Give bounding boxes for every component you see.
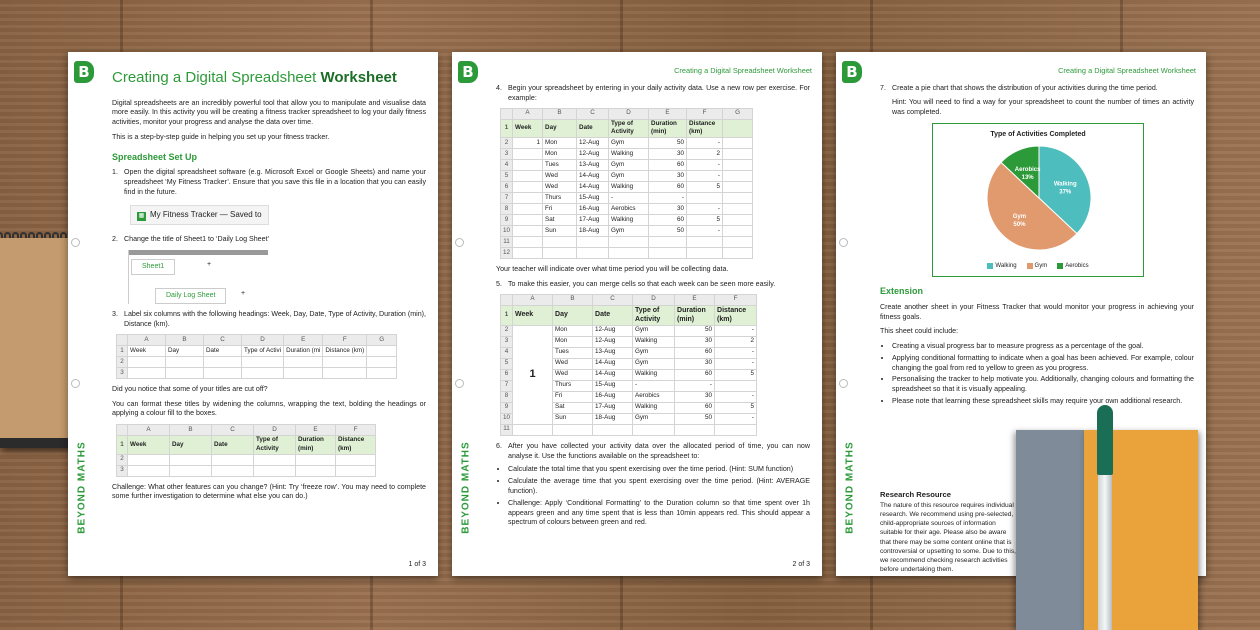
extension-list [892, 342, 1194, 407]
page-number: 1 of 3 [408, 561, 426, 568]
sheets-icon: ▦ [138, 212, 145, 219]
add-sheet-icon: + [241, 290, 246, 298]
merged-week-cell: 1 [513, 325, 553, 424]
table-row: 10 Sun 18-Aug Gym 50 - [501, 413, 757, 424]
chart-legend [933, 262, 1143, 270]
pen [1098, 405, 1112, 630]
punch-hole [71, 379, 80, 388]
pie-label-aerobics: Aerobics [1014, 167, 1041, 174]
table-row: 7 Thurs 15-Aug - - [501, 192, 753, 203]
pie-chart [932, 123, 1144, 277]
list-item: • Challenge: Apply ‘Conditional Formatting’ to the Duration column so that time spent over 1h appears green and any time spent that is less than 10min appears red. This should appear a spectrum of colours between green and red. [508, 499, 810, 528]
table-row: 9 Sat 17-Aug Walking 60 5 [501, 214, 753, 225]
list-item: • Applying conditional formatting to indicate when a goal has been achieved. For example, colour changing the goal from red to yellow to green as you progress. [892, 354, 1194, 374]
table-row: 8 Fri 16-Aug Aerobics 30 - [501, 391, 757, 402]
pie-label-gym: Gym [1012, 214, 1027, 221]
research-text: The nature of this resource requires individual research. We recommend using pre-selected, child-appropriate sources of information suitable for their age. Please also be aware that there may be some content online that is controversial or upsetting to some. Due to this, we recommend checking research activities before undertaking them. [880, 501, 1016, 574]
table-row: 6 Wed 14-Aug Walking 60 5 [501, 181, 753, 192]
sheet-tab-daily-log: Daily Log Sheet [155, 288, 226, 304]
table-row: 6 Wed 14-Aug Walking 60 5 [501, 369, 757, 380]
punch-hole [455, 379, 464, 388]
table-row: 8 Fri 16-Aug Aerobics 30 - [501, 203, 753, 214]
spreadsheet-headings-table: A B C D E F G 1 Week Day Date Type of Activi Duration (mi Distance (km) 2 3 [116, 334, 397, 379]
add-sheet-icon: + [207, 261, 212, 269]
spreadsheet-formatted-table: A B C D E F 1 Week Day Date Type of Activity Duration (min) Distance (km) 2 3 [116, 424, 376, 476]
hint-text: Hint: You will need to find a way for your spreadsheet to count the number of times an activity was completed. [892, 97, 1194, 116]
step-1: 1. Open the digital spreadsheet software (e.g. Microsoft Excel or Google Sheets) and name your spreadsheet ‘My Fitness Tracker’. Ensure that you save this file in a location that you can easily find in the future. [112, 168, 426, 196]
page-number: 2 of 3 [792, 561, 810, 568]
section-heading: Spreadsheet Set Up [112, 151, 198, 162]
spreadsheet-title-bar: ▦ My Fitness Tracker — Saved to [130, 205, 269, 225]
legend-item-walking: Walking [987, 262, 1016, 270]
pie-label-aerobics: 13% [1021, 175, 1034, 182]
activity-data-table: A B C D E F G 1 Week Day Date Type of Activity Duration (min) Distance (km) 2 1 Mon 12-Aug Gym 50 - 3 Mon 12-Aug Walking 30 2 4 Tues 13-Aug Gym 60 - 5 Wed 14-Aug Gym 30 - 6 Wed 14-Aug Walking 60 5 7 Thurs 15-Aug - - 8 Fri 16-Aug Aerobics 30 - 9 Sat 17-Aug Walking 60 5 10 Sun 18-Aug Gym 50 - 11 12 [500, 108, 753, 259]
list-item: • Personalising the tracker to help motivate you. Additionally, changing colours and formatting the spreadsheet so that it is visually appealing. [892, 375, 1194, 395]
research-heading: Research Resource [880, 490, 951, 499]
legend-item-aerobics: Aerobics [1057, 262, 1088, 270]
pie-svg [933, 144, 1145, 256]
merged-week-table: A B C D E F 1 Week Day Date Type of Activity Duration (min) Distance (km) 2 1 Mon 12-Aug Gym 50 - 3 Mon 12-Aug Walking 30 2 4 Tues 13-Aug Gym 60 - 5 Wed 14-Aug Gym 30 - 6 Wed 14-Aug Walking 60 5 7 Thurs 15-Aug - - 8 Fri 16-Aug Aerobics 30 - 9 Sat 17-Aug Walking 60 5 10 Sun 18-Aug Gym 50 - 11 [500, 294, 757, 436]
list-item: • Creating a visual progress bar to measure progress as a percentage of the goal. [892, 342, 1194, 352]
table-row: 3 Mon 12-Aug Walking 30 2 [501, 336, 757, 347]
pie-label-walking: 37% [1059, 189, 1072, 196]
brand-vertical: BEYOND MATHS [460, 440, 472, 534]
table-row: 10 Sun 18-Aug Gym 50 - [501, 225, 753, 236]
grey-book [1016, 430, 1086, 630]
brand-vertical: BEYOND MATHS [844, 440, 856, 534]
intro-text: Digital spreadsheets are an incredibly powerful tool that allow you to manipulate and visualise data more easily. In this activity you will be creating a fitness tracker spreadsheet to log your daily fitness activities, monitor your progress and analyse the data over time. [112, 98, 426, 127]
pie-label-gym: 50% [1013, 222, 1026, 229]
table-row: 2 1 Mon 12-Aug Gym 50 - [501, 137, 753, 148]
list-item: • Calculate the average time that you spent exercising over the time period. (Hint: AVERAGE function). [508, 477, 810, 497]
step-6: 6. After you have collected your activity data over the allocated period of time, you can now analyse it. Use the functions available on the spreadsheet to: [496, 441, 810, 460]
analysis-list [508, 465, 810, 528]
worksheet-page-2 [452, 52, 822, 576]
page-title: Creating a Digital Spreadsheet Worksheet [112, 69, 397, 86]
chart-title: Type of Activities Completed [990, 131, 1086, 139]
research-resource [880, 490, 1016, 574]
step-5: 5. To make this easier, you can merge cells so that each week can be seen more easily. [496, 279, 776, 288]
punch-hole [839, 379, 848, 388]
brand-vertical: BEYOND MATHS [76, 440, 88, 534]
extension-heading: Extension [880, 286, 924, 297]
table-row: 5 Wed 14-Aug Gym 30 - [501, 170, 753, 181]
page-header: Creating a Digital Spreadsheet Worksheet [1058, 66, 1196, 75]
step-3: 3. Label six columns with the following headings: Week, Day, Date, Type of Activity, Duration (min), Distance (km). [112, 310, 426, 329]
list-item: • Please note that learning these spreadsheet skills may require your own additional research. [892, 397, 1194, 407]
extension-text: Create another sheet in your Fitness Tracker that would monitor your progress in achieving your fitness goals. [880, 302, 1194, 321]
step-4: 4. Begin your spreadsheet by entering in your daily activity data. Use a new row per exercise. For example: [496, 84, 810, 102]
sheet-tab-sheet1: Sheet1 [131, 259, 175, 275]
page-header: Creating a Digital Spreadsheet Worksheet [674, 66, 812, 75]
step-7: 7. Create a pie chart that shows the distribution of your activities during the time period. [880, 84, 1158, 92]
table-row: 4 Tues 13-Aug Gym 60 - [501, 159, 753, 170]
list-item: • Calculate the total time that you spent exercising over the time period. (Hint: SUM function) [508, 465, 810, 475]
format-tip-text: You can format these titles by widening the columns, wrapping the text, bolding the headings or applying a colour fill to the boxes. [112, 399, 426, 418]
sheet-tabs-illustration [128, 250, 268, 304]
table-row: 2 1 Mon 12-Aug Gym 50 - [501, 325, 757, 336]
worksheet-page-1 [68, 52, 438, 576]
question-text: Did you notice that some of your titles are cut off? [112, 384, 268, 393]
teacher-note: Your teacher will indicate over what time period you will be collecting data. [496, 264, 729, 273]
step-2: 2. Change the title of Sheet1 to ‘Daily Log Sheet’ [112, 234, 270, 243]
challenge-text: Challenge: What other features can you change? (Hint: Try ‘freeze row’. You may need to complete some further investigation to determine what else you can do.) [112, 482, 426, 501]
table-row: 3 Mon 12-Aug Walking 30 2 [501, 148, 753, 159]
punch-hole [839, 238, 848, 247]
extension-text-2: This sheet could include: [880, 327, 959, 336]
punch-hole [455, 238, 464, 247]
table-row: 7 Thurs 15-Aug - - [501, 380, 757, 391]
beyond-logo-icon: B [74, 61, 94, 83]
table-row: 9 Sat 17-Aug Walking 60 5 [501, 402, 757, 413]
legend-item-gym: Gym [1027, 262, 1048, 270]
beyond-logo-icon: B [842, 61, 862, 83]
punch-hole [71, 238, 80, 247]
table-row: 5 Wed 14-Aug Gym 30 - [501, 358, 757, 369]
beyond-logo-icon: B [458, 61, 478, 83]
table-row: 4 Tues 13-Aug Gym 60 - [501, 347, 757, 358]
intro-text-2: This is a step-by-step guide in helping you set up your fitness tracker. [112, 133, 330, 142]
pie-label-walking: Walking [1053, 181, 1077, 188]
